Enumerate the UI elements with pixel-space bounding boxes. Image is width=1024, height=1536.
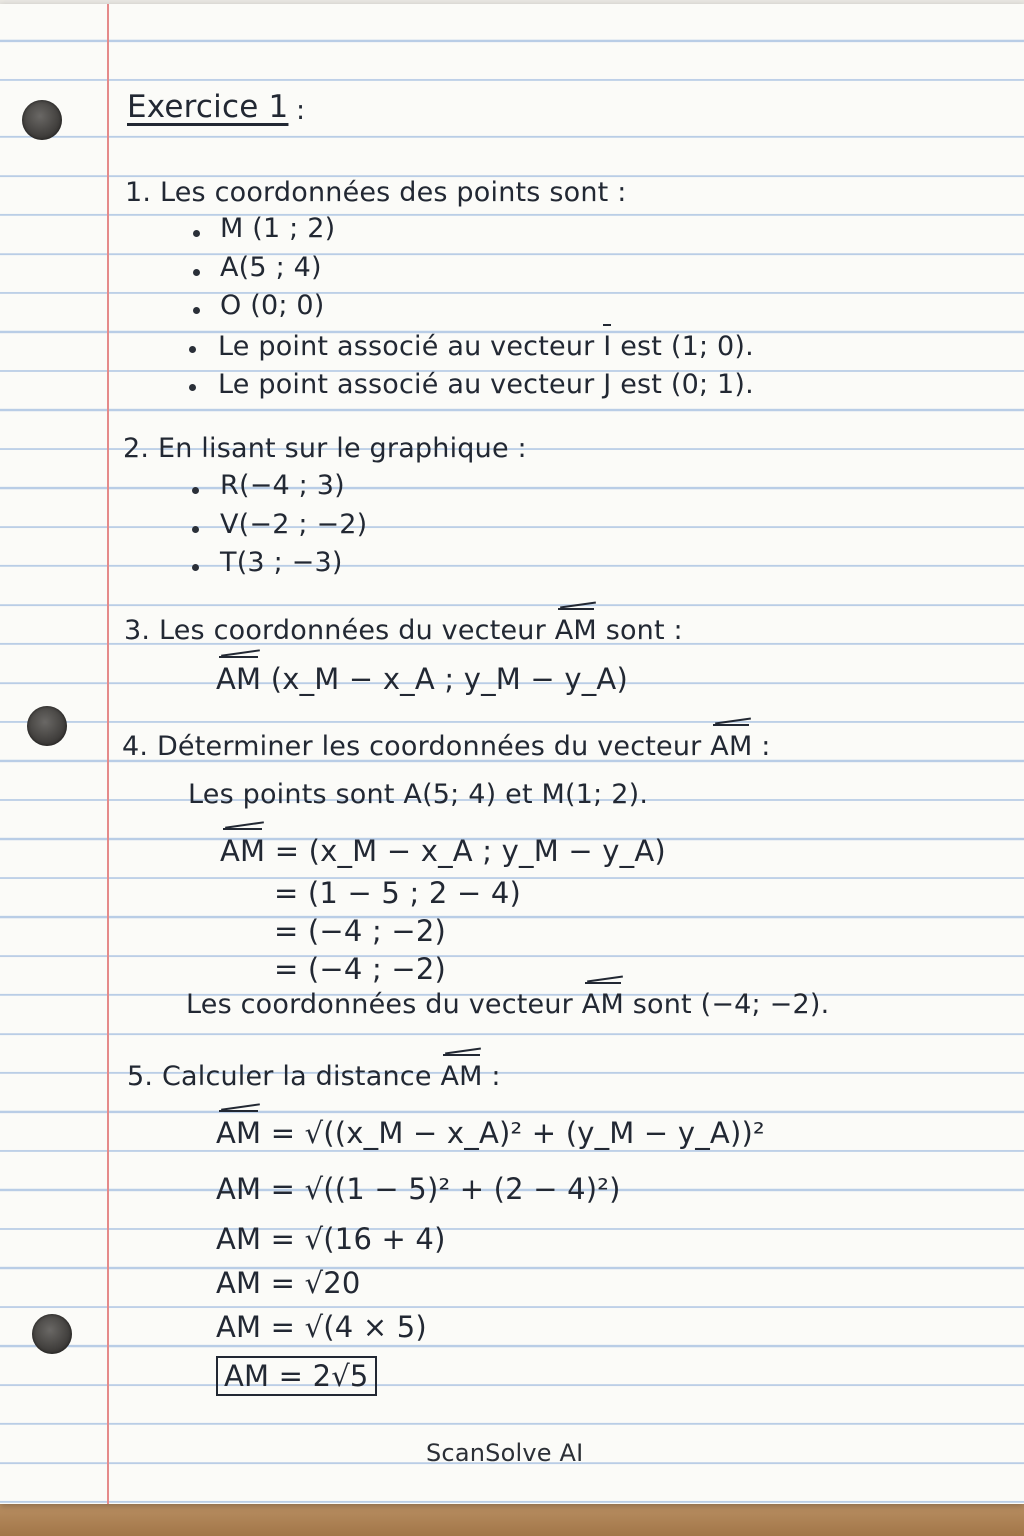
- notebook-page: [0, 4, 1024, 1504]
- q4-eq3: = (−4 ; −2): [274, 914, 447, 948]
- q3-formula-body: (x_M − x_A ; y_M − y_A): [270, 662, 628, 696]
- q4-points-line: Les points sont A(5; 4) et M(1; 2).: [188, 779, 649, 810]
- vector-am: AM: [554, 615, 597, 646]
- q4-eq-line-1: [220, 834, 666, 868]
- vector-am: AM: [216, 1116, 262, 1150]
- q1-line-j-pre: Le point associé au vecteur: [218, 369, 595, 400]
- vector-am: AM: [216, 662, 262, 696]
- q4-heading-pre: 4. Déterminer les coordonnées du vecteur: [122, 731, 702, 762]
- q1-line-j-post: est (0; 1).: [620, 369, 754, 400]
- q3-heading-pre: 3. Les coordonnées du vecteur: [124, 615, 546, 646]
- bullet: [193, 307, 200, 314]
- q1-point-a: A(5 ; 4): [220, 252, 322, 283]
- q4-conclusion-post: sont (−4; −2).: [632, 989, 830, 1020]
- bullet: [193, 230, 200, 237]
- q4-heading-post: :: [761, 731, 771, 762]
- vector-j: J: [603, 369, 612, 400]
- binder-hole-bottom: [32, 1314, 72, 1354]
- q4-eq4: = (−4 ; −2): [274, 952, 447, 986]
- exercise-title-colon: :: [296, 95, 306, 126]
- binder-hole-middle: [27, 706, 67, 746]
- q5-line-4: AM = √20: [216, 1266, 361, 1300]
- q4-conclusion-pre: Les coordonnées du vecteur: [186, 989, 573, 1020]
- q5-heading: [127, 1060, 501, 1094]
- q5-line-3: AM = √(16 + 4): [216, 1222, 446, 1256]
- q1-line-i-post: est (1; 0).: [620, 331, 754, 362]
- q1-line-j: [218, 368, 754, 402]
- q5-line-2: AM = √((1 − 5)² + (2 − 4)²): [216, 1172, 621, 1206]
- q1-heading: 1. Les coordonnées des points sont :: [125, 177, 627, 208]
- bullet: [189, 384, 196, 391]
- vector-i: I: [603, 331, 612, 362]
- q2-heading: 2. En lisant sur le graphique :: [123, 433, 527, 464]
- q2-point-r: R(−4 ; 3): [220, 470, 345, 501]
- q3-heading: [124, 614, 683, 648]
- q4-conclusion: [186, 988, 829, 1022]
- vector-am: AM: [220, 834, 266, 868]
- vector-am: AM: [710, 731, 753, 762]
- bullet: [192, 564, 199, 571]
- q5-line-1: [216, 1116, 765, 1150]
- q5-line-1-body: = √((x_M − x_A)² + (y_M − y_A))²: [270, 1116, 765, 1150]
- margin-line: [107, 4, 109, 1504]
- q3-heading-post: sont :: [605, 615, 683, 646]
- q5-heading-pre: 5. Calculer la distance: [127, 1061, 432, 1092]
- bullet: [192, 487, 199, 494]
- vector-am: AM: [581, 989, 624, 1020]
- exercise-title: Exercice 1: [127, 89, 289, 125]
- binder-hole-top: [22, 100, 62, 140]
- final-answer-box: AM = 2√5: [216, 1356, 377, 1396]
- table-surface: [0, 1504, 1024, 1536]
- bullet: [192, 526, 199, 533]
- q4-eq2: = (1 − 5 ; 2 − 4): [274, 876, 522, 910]
- q5-final-answer: [216, 1356, 377, 1396]
- q1-line-i: [218, 330, 754, 364]
- q4-eq1: = (x_M − x_A ; y_M − y_A): [274, 834, 666, 868]
- q5-line-5: AM = √(4 × 5): [216, 1310, 427, 1344]
- q1-point-m: M (1 ; 2): [220, 213, 336, 244]
- q4-heading: [122, 730, 771, 764]
- vector-am: AM: [440, 1061, 483, 1092]
- footer-brand: ScanSolve AI: [426, 1439, 584, 1467]
- q1-line-i-pre: Le point associé au vecteur: [218, 331, 595, 362]
- q5-heading-post: :: [491, 1061, 501, 1092]
- q2-point-t: T(3 ; −3): [220, 547, 343, 578]
- q3-formula: [216, 662, 628, 696]
- q2-point-v: V(−2 ; −2): [220, 509, 368, 540]
- bullet: [189, 346, 196, 353]
- q1-point-o: O (0; 0): [220, 290, 325, 321]
- bullet: [193, 269, 200, 276]
